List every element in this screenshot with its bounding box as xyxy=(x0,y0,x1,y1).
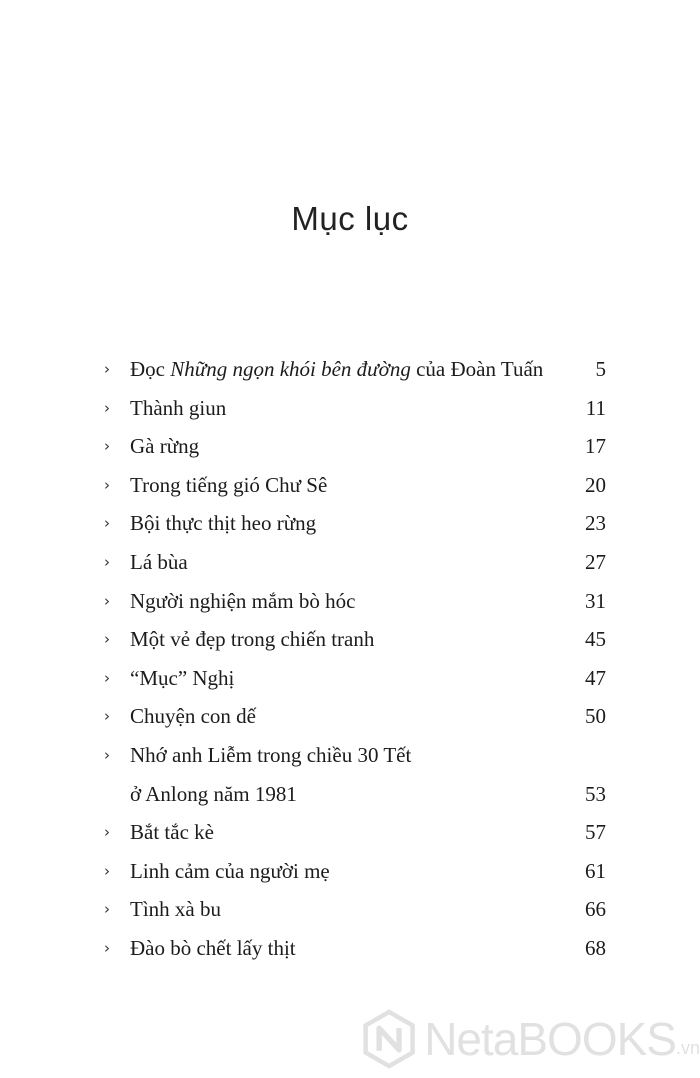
chevron-right-icon: › xyxy=(104,514,110,533)
toc-entry xyxy=(0,697,700,736)
chevron-right-icon: › xyxy=(104,591,110,610)
toc-entry xyxy=(0,389,700,428)
toc-entry-title: “Mục” Nghị xyxy=(130,665,235,690)
toc-page-number: 17 xyxy=(585,434,606,459)
toc-entry xyxy=(0,582,700,621)
toc-page-number: 57 xyxy=(585,820,606,845)
toc-entry-title: Đào bò chết lấy thịt xyxy=(130,935,296,960)
chevron-right-icon: › xyxy=(104,630,110,649)
watermark-suffix: .vn xyxy=(675,1037,700,1058)
toc-page-number: 68 xyxy=(585,935,606,960)
toc-entry xyxy=(0,350,700,389)
toc-page-number: 66 xyxy=(585,897,606,922)
chevron-right-icon: › xyxy=(104,938,110,957)
chevron-right-icon: › xyxy=(104,823,110,842)
toc-entry xyxy=(0,427,700,466)
book-title-italic: Những ngọn khói bên đường xyxy=(170,357,411,381)
netabooks-logo-icon xyxy=(362,1006,416,1072)
toc-entry-title: Tình xà bu xyxy=(130,897,221,922)
chevron-right-icon: › xyxy=(104,552,110,571)
chevron-right-icon: › xyxy=(104,668,110,687)
toc-entry-title: Lá bùa xyxy=(130,549,188,574)
toc-page-number: 23 xyxy=(585,511,606,536)
toc-entry-title: Trong tiếng gió Chư Sê xyxy=(130,472,328,497)
toc-entry-title: Chuyện con dế xyxy=(130,704,256,729)
table-of-contents xyxy=(0,350,700,968)
toc-page-number: 50 xyxy=(585,704,606,729)
chevron-right-icon: › xyxy=(104,360,110,378)
toc-entry xyxy=(0,659,700,698)
toc-entry xyxy=(0,504,700,543)
toc-entry-title: Linh cảm của người mẹ xyxy=(130,858,330,883)
chevron-right-icon: › xyxy=(104,745,110,764)
toc-entry-title: Bắt tắc kè xyxy=(130,820,214,845)
toc-page-number: 27 xyxy=(585,549,606,574)
toc-page-number: 31 xyxy=(585,588,606,613)
toc-entry-title: Nhớ anh Liễm trong chiều 30 Tết xyxy=(130,742,412,767)
toc-page-number: 45 xyxy=(585,627,606,652)
toc-entry-title: Bội thực thịt heo rừng xyxy=(130,511,317,536)
toc-entry xyxy=(0,620,700,659)
toc-entry-title: Thành giun xyxy=(130,395,227,420)
toc-entry xyxy=(0,929,700,968)
toc-entry xyxy=(0,852,700,891)
chevron-right-icon: › xyxy=(104,900,110,919)
toc-entry-title: Đọc Những ngọn khói bên đường của Đoàn Tuấn xyxy=(130,357,544,381)
chevron-right-icon: › xyxy=(104,398,110,417)
toc-page-number: 5 xyxy=(595,357,606,381)
toc-entry-title: Người nghiện mắm bò hóc xyxy=(130,588,356,613)
toc-entry xyxy=(0,543,700,582)
toc-page-number: 47 xyxy=(585,665,606,690)
toc-entry-title: Một vẻ đẹp trong chiến tranh xyxy=(130,627,375,652)
page-title: Mục lục xyxy=(291,200,409,237)
watermark xyxy=(362,1003,700,1075)
toc-page-number: 53 xyxy=(585,781,606,806)
toc-entry xyxy=(0,466,700,505)
toc-entry xyxy=(0,736,700,813)
toc-page-number: 11 xyxy=(585,395,606,420)
toc-entry xyxy=(0,813,700,852)
toc-entry-title-continued: ở Anlong năm 1981 xyxy=(130,781,297,806)
toc-entry-title: Gà rừng xyxy=(130,434,200,459)
toc-entry xyxy=(0,890,700,929)
toc-page-number: 61 xyxy=(585,858,606,883)
chevron-right-icon: › xyxy=(104,437,110,456)
watermark-text: NetaBOOKS xyxy=(424,1013,676,1065)
chevron-right-icon: › xyxy=(104,707,110,726)
chevron-right-icon: › xyxy=(104,475,110,494)
chevron-right-icon: › xyxy=(104,861,110,880)
toc-page-number: 20 xyxy=(585,472,606,497)
